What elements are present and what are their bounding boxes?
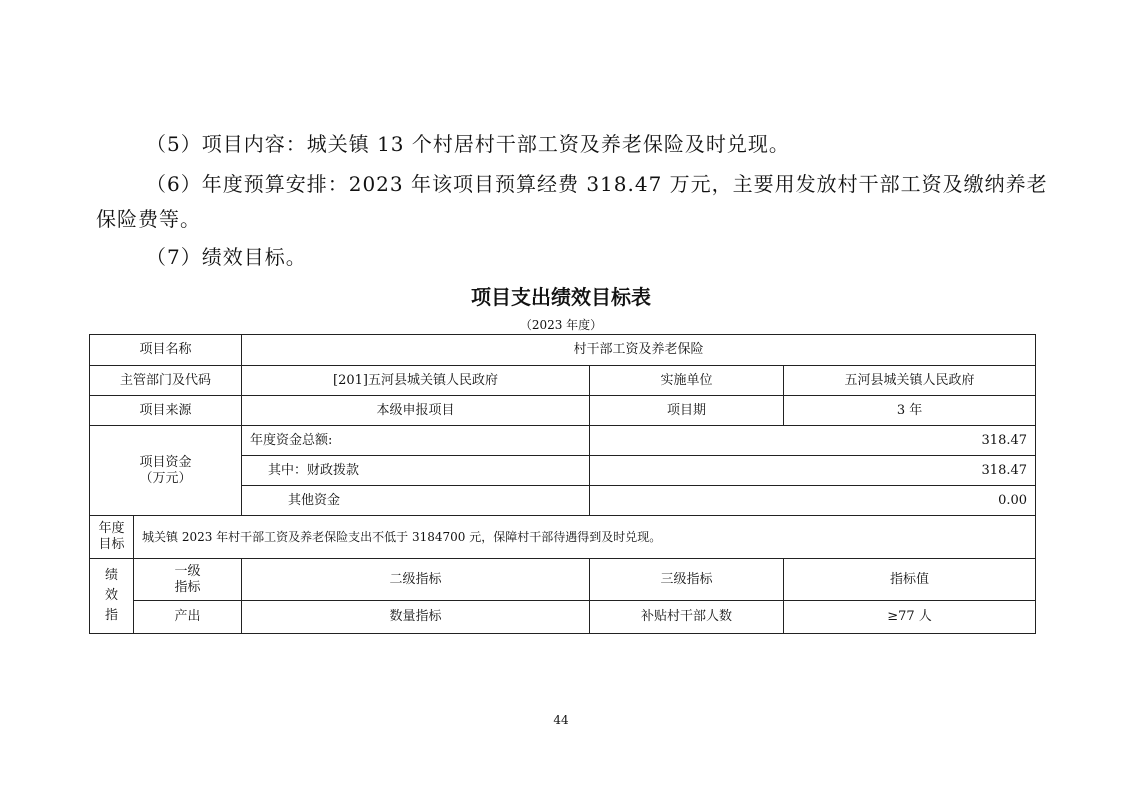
performance-label-char-3: 指 [104, 608, 118, 623]
period-value: 3 年 [784, 396, 1036, 426]
paragraph-annual-budget-continued: 保险费等。 [96, 207, 201, 231]
fiscal-label: 其中：财政拨款 [242, 456, 590, 486]
table-row [90, 366, 1036, 396]
annual-goal-label-line2: 目标 [98, 537, 125, 552]
dept-label: 主管部门及代码 [90, 366, 242, 396]
funds-label-line1: 项目资金 [139, 454, 192, 470]
impl-label: 实施单位 [590, 366, 784, 396]
project-name-label: 项目名称 [90, 335, 242, 366]
funds-label [90, 426, 242, 516]
project-name-value: 村干部工资及养老保险 [242, 335, 1036, 366]
table-row [90, 335, 1036, 366]
annual-goal-label-line1: 年度 [98, 521, 125, 536]
table-title: 项目支出绩效目标表 [471, 285, 651, 309]
level1-indicator-header [134, 559, 242, 601]
row-level2-indicator: 数量指标 [242, 601, 590, 634]
level3-indicator-header: 三级指标 [590, 559, 784, 601]
table-row [90, 601, 1036, 634]
other-funds-value: 0.00 [590, 486, 1036, 516]
table-row [90, 516, 1036, 559]
other-funds-label: 其他资金 [242, 486, 590, 516]
funds-label-line2: （万元） [139, 470, 192, 486]
source-value: 本级申报项目 [242, 396, 590, 426]
paragraph-annual-budget: （6）年度预算安排：2023 年该项目预算经费 318.47 万元，主要用发放村干部工资及缴纳养老 [146, 172, 1048, 196]
paragraph-performance-goal: （7）绩效目标。 [146, 245, 307, 269]
annual-total-value: 318.47 [590, 426, 1036, 456]
performance-target-table [89, 334, 1036, 634]
performance-indicator-label [90, 559, 134, 634]
dept-value: [201]五河县城关镇人民政府 [242, 366, 590, 396]
performance-label-char-1: 绩 [104, 568, 118, 583]
annual-total-label: 年度资金总额: [242, 426, 590, 456]
page-number: 44 [553, 713, 569, 727]
level1-header-line2: 指标 [174, 579, 201, 595]
annual-goal-text: 城关镇 2023 年村干部工资及养老保险支出不低于 3184700 元，保障村干部待遇得到及时兑现。 [134, 516, 1036, 559]
annual-goal-label [90, 516, 134, 559]
fiscal-value: 318.47 [590, 456, 1036, 486]
indicator-value-header: 指标值 [784, 559, 1036, 601]
table-row [90, 396, 1036, 426]
level2-indicator-header: 二级指标 [242, 559, 590, 601]
performance-label-char-2: 效 [104, 588, 118, 603]
level1-header-line1: 一级 [174, 563, 201, 579]
table-row [90, 426, 1036, 456]
table-row [90, 559, 1036, 601]
paragraph-project-content: （5）项目内容：城关镇 13 个村居村干部工资及养老保险及时兑现。 [146, 132, 790, 156]
period-label: 项目期 [590, 396, 784, 426]
source-label: 项目来源 [90, 396, 242, 426]
table-year: （2023 年度） [519, 318, 603, 332]
row-level1-indicator: 产出 [134, 601, 242, 634]
row-level3-indicator: 补贴村干部人数 [590, 601, 784, 634]
row-indicator-value: ≥77 人 [784, 601, 1036, 634]
impl-value: 五河县城关镇人民政府 [784, 366, 1036, 396]
